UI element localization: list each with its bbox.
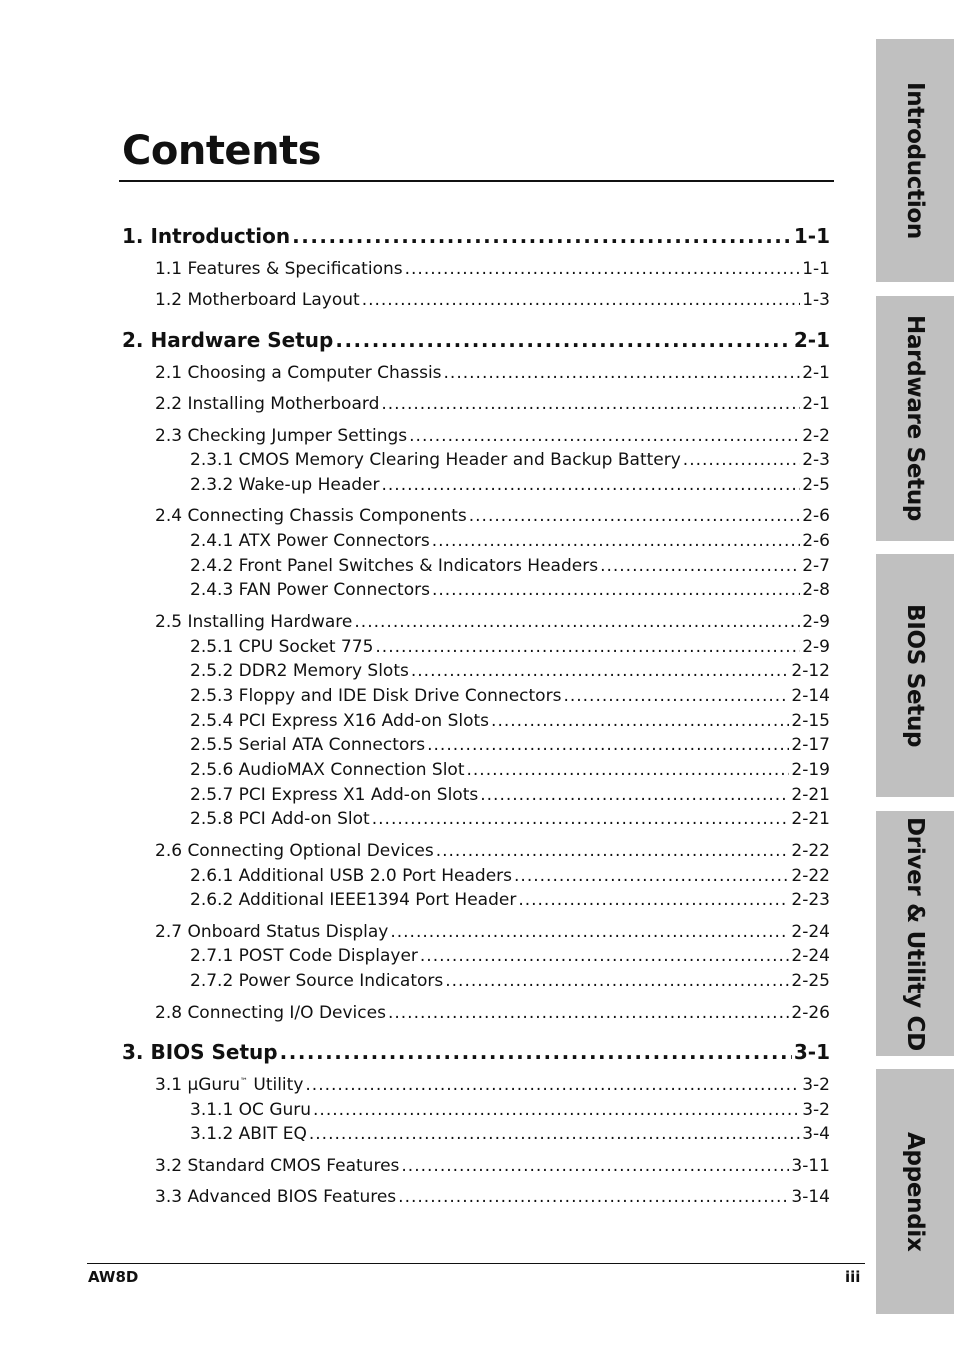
dot-leader xyxy=(432,580,800,600)
toc-entry[interactable] xyxy=(155,1075,830,1097)
toc-entry-page: 2-26 xyxy=(791,1003,830,1023)
toc-entry-title: 2.6.1 Additional USB 2.0 Port Headers xyxy=(190,866,513,886)
toc-entry[interactable] xyxy=(122,328,830,354)
toc-entry-page: 1-1 xyxy=(793,224,830,248)
dot-leader xyxy=(491,711,789,731)
toc-entry-title: 3.3 Advanced BIOS Features xyxy=(155,1187,397,1207)
toc-entry-page: 1-1 xyxy=(802,259,830,279)
toc-entry-page: 3-2 xyxy=(802,1100,830,1120)
tab-introduction[interactable] xyxy=(876,39,954,282)
toc-entry-page: 2-1 xyxy=(802,394,830,414)
dot-leader xyxy=(375,637,800,657)
dot-leader xyxy=(518,890,789,910)
toc-entry-page: 3-4 xyxy=(802,1124,830,1144)
dot-leader xyxy=(372,809,790,829)
toc-entry[interactable] xyxy=(155,1156,830,1178)
toc-entry-title: 3.1.2 ABIT EQ xyxy=(190,1124,307,1144)
toc-entry-label xyxy=(190,1124,307,1144)
dot-leader xyxy=(445,971,789,991)
dot-leader xyxy=(354,612,800,632)
dot-leader xyxy=(313,1100,800,1120)
toc-entry-page: 2-21 xyxy=(791,785,830,805)
toc-entry-title: 3.1.1 OC Guru xyxy=(190,1100,312,1120)
toc-entry-page: 2-24 xyxy=(791,946,830,966)
footer-model: AW8D xyxy=(88,1268,139,1286)
dot-leader xyxy=(411,661,790,681)
toc-entry-page: 2-6 xyxy=(802,506,830,526)
tab-appendix[interactable] xyxy=(876,1069,954,1314)
toc-entry[interactable] xyxy=(155,1003,830,1025)
toc-entry-label xyxy=(190,760,465,780)
toc-entry[interactable] xyxy=(190,809,830,831)
toc-entry-label xyxy=(190,971,443,991)
toc-entry-page: 2-9 xyxy=(802,637,830,657)
toc-entry-title: 2.4.3 FAN Power Connectors xyxy=(190,580,430,600)
toc-entry-label xyxy=(190,1100,311,1120)
toc-entry-title: 2.4.1 ATX Power Connectors xyxy=(190,531,430,551)
toc-entry-page: 2-14 xyxy=(791,686,830,706)
dot-leader xyxy=(381,394,800,414)
dot-leader xyxy=(480,785,789,805)
toc-entry-page: 2-23 xyxy=(791,890,830,910)
toc-entry-page: 2-21 xyxy=(791,809,830,829)
toc-entry[interactable] xyxy=(155,612,830,634)
toc-entry[interactable] xyxy=(155,506,830,528)
toc-entry-title: 2.5.8 PCI Add-on Slot xyxy=(190,809,370,829)
toc-entry-label xyxy=(190,556,598,576)
toc-entry-page: 2-8 xyxy=(802,580,830,600)
toc-entry-title: 2.2 Installing Motherboard xyxy=(155,394,380,414)
toc-entry-page: 2-2 xyxy=(802,426,830,446)
dot-leader xyxy=(388,1003,789,1023)
toc-entry-label xyxy=(155,1003,386,1023)
toc-entry-title: 2.5 Installing Hardware xyxy=(155,612,353,632)
toc-entry-title: 2.6 Connecting Optional Devices xyxy=(155,841,434,861)
toc-entry[interactable] xyxy=(190,1124,830,1146)
toc-entry-page: 2-7 xyxy=(802,556,830,576)
toc-entry[interactable] xyxy=(155,1187,830,1209)
toc-entry-title: 1.1 Features & Specifications xyxy=(155,259,403,279)
toc-entry-label xyxy=(155,426,407,446)
toc-entry-title: 2.5.3 Floppy and IDE Disk Drive Connectors xyxy=(190,686,562,706)
toc-entry-title: 1.2 Motherboard Layout xyxy=(155,290,360,310)
toc-entry-title: 2.5.5 Serial ATA Connectors xyxy=(190,735,426,755)
toc-entry-label xyxy=(190,686,561,706)
toc-entry[interactable] xyxy=(122,224,830,250)
toc-entry-label xyxy=(190,735,425,755)
toc-entry-title: 2.5.4 PCI Express X16 Add-on Slots xyxy=(190,711,490,731)
toc-entry-title: 2.6.2 Additional IEEE1394 Port Header xyxy=(190,890,517,910)
toc-entry-label xyxy=(190,580,430,600)
dot-leader xyxy=(390,922,789,942)
toc-entry-page: 2-22 xyxy=(791,866,830,886)
toc-entry-title: 2.5.1 CPU Socket 775 xyxy=(190,637,374,657)
toc-entry-label xyxy=(122,1040,278,1064)
toc-entry-title: 1. Introduction xyxy=(122,224,291,248)
toc-entry-title: 2.8 Connecting I/O Devices xyxy=(155,1003,386,1023)
toc-entry[interactable] xyxy=(155,363,830,385)
tab-appendix-label: Appendix xyxy=(902,1131,928,1252)
toc-entry-page: 3-11 xyxy=(791,1156,830,1176)
toc-entry[interactable] xyxy=(190,556,830,578)
toc-entry-title: 3. BIOS Setup xyxy=(122,1040,278,1064)
dot-leader xyxy=(305,1075,800,1095)
dot-leader xyxy=(292,224,792,248)
toc-entry-title: 2.3.1 CMOS Memory Clearing Header and Backup Battery xyxy=(190,450,681,470)
toc-entry[interactable] xyxy=(190,450,830,472)
toc-entry-page: 1-3 xyxy=(802,290,830,310)
toc-entry[interactable] xyxy=(190,971,830,993)
dot-leader xyxy=(280,1040,792,1064)
toc-entry-page: 2-22 xyxy=(791,841,830,861)
toc-entry-label xyxy=(155,841,434,861)
dot-leader xyxy=(335,328,792,352)
dot-leader xyxy=(600,556,800,576)
toc-entry-page: 2-5 xyxy=(802,475,830,495)
toc-entry-page: 2-9 xyxy=(802,612,830,632)
dot-leader xyxy=(467,760,790,780)
toc-entry-page: 2-3 xyxy=(802,450,830,470)
toc-entry-label xyxy=(190,785,478,805)
toc-entry-label xyxy=(155,506,467,526)
dot-leader xyxy=(436,841,790,861)
toc-entry-label xyxy=(190,661,409,681)
footer-rule xyxy=(87,1263,865,1264)
toc-entry-label xyxy=(190,809,370,829)
toc-entry-title: 3.1 μGuru xyxy=(155,1075,240,1095)
toc-entry-title: 2.5.2 DDR2 Memory Slots xyxy=(190,661,409,681)
toc-entry-label xyxy=(155,259,403,279)
toc-entry[interactable] xyxy=(155,426,830,448)
toc-entry[interactable] xyxy=(122,1040,830,1066)
toc-entry-page: 3-2 xyxy=(802,1075,830,1095)
dot-leader xyxy=(514,866,789,886)
toc-entry[interactable] xyxy=(190,946,830,968)
toc-entry-title: 2.3.2 Wake-up Header xyxy=(190,475,380,495)
dot-leader xyxy=(382,475,801,495)
toc-entry-title-suffix: Utility xyxy=(247,1075,304,1095)
toc-entry-label xyxy=(155,394,379,414)
toc-entry-label xyxy=(190,866,512,886)
toc-entry[interactable] xyxy=(155,394,830,416)
toc-entry-label xyxy=(190,475,380,495)
toc-entry-page: 2-1 xyxy=(793,328,830,352)
toc-entry-label xyxy=(155,1156,399,1176)
dot-leader xyxy=(563,686,789,706)
toc-entry-page: 2-6 xyxy=(802,531,830,551)
toc-entry[interactable] xyxy=(190,760,830,782)
toc-entry[interactable] xyxy=(190,711,830,733)
tab-driver-utility-cd[interactable] xyxy=(876,811,954,1056)
trademark-symbol: ™ xyxy=(239,1076,248,1086)
toc-entry-page: 2-24 xyxy=(791,922,830,942)
dot-leader xyxy=(398,1187,789,1207)
toc-entry-label xyxy=(190,946,418,966)
toc-entry-title: 2.7.2 Power Source Indicators xyxy=(190,971,444,991)
dot-leader xyxy=(469,506,800,526)
dot-leader xyxy=(683,450,800,470)
toc-entry-label xyxy=(190,450,681,470)
tab-hardware-setup-label: Hardware Setup xyxy=(902,315,928,522)
dot-leader xyxy=(409,426,800,446)
toc-entry[interactable] xyxy=(190,735,830,757)
tab-bios-setup-label: BIOS Setup xyxy=(902,603,928,748)
toc-entry-page: 3-1 xyxy=(793,1040,830,1064)
toc-entry-title: 2.4.2 Front Panel Switches & Indicators Headers xyxy=(190,556,599,576)
toc-entry-label xyxy=(155,363,442,383)
dot-leader xyxy=(309,1124,800,1144)
toc-entry-title: 2.3 Checking Jumper Settings xyxy=(155,426,408,446)
toc-entry[interactable] xyxy=(155,259,830,281)
toc-entry[interactable] xyxy=(190,785,830,807)
dot-leader xyxy=(444,363,801,383)
toc-entry[interactable] xyxy=(190,580,830,602)
toc-entry-page: 2-19 xyxy=(791,760,830,780)
toc-entry-page: 2-12 xyxy=(791,661,830,681)
toc-entry[interactable] xyxy=(155,290,830,312)
dot-leader xyxy=(420,946,790,966)
dot-leader xyxy=(362,290,801,310)
toc-entry-label xyxy=(190,711,489,731)
tab-driver-utility-cd-label: Driver & Utility CD xyxy=(902,816,928,1051)
dot-leader xyxy=(432,531,800,551)
page-title: Contents xyxy=(122,128,321,174)
toc-entry[interactable] xyxy=(190,531,830,553)
toc-entry-title: 3.2 Standard CMOS Features xyxy=(155,1156,400,1176)
toc-entry-label xyxy=(190,890,516,910)
toc-entry-label xyxy=(190,637,373,657)
footer-page-number: iii xyxy=(845,1268,861,1286)
tab-bios-setup[interactable] xyxy=(876,554,954,797)
toc-entry[interactable] xyxy=(190,686,830,708)
toc-entry[interactable] xyxy=(190,1100,830,1122)
toc-entry-label xyxy=(155,1187,396,1207)
toc-entry-title: 2.1 Choosing a Computer Chassis xyxy=(155,363,442,383)
toc-entry-title: 2.4 Connecting Chassis Components xyxy=(155,506,467,526)
toc-entry-label xyxy=(155,612,352,632)
dot-leader xyxy=(405,259,801,279)
toc-entry-page: 2-1 xyxy=(802,363,830,383)
toc-entry-label xyxy=(155,290,360,310)
toc-entry-label xyxy=(155,922,388,942)
toc-entry[interactable] xyxy=(190,475,830,497)
toc-entry[interactable] xyxy=(190,661,830,683)
tab-hardware-setup[interactable] xyxy=(876,296,954,541)
dot-leader xyxy=(401,1156,789,1176)
toc-entry-page: 2-25 xyxy=(791,971,830,991)
toc-entry-page: 3-14 xyxy=(791,1187,830,1207)
tab-introduction-label: Introduction xyxy=(902,82,928,239)
dot-leader xyxy=(427,735,789,755)
toc-entry-title: 2. Hardware Setup xyxy=(122,328,334,352)
toc-entry-label xyxy=(190,531,430,551)
toc-entry-title: 2.7 Onboard Status Display xyxy=(155,922,389,942)
toc-entry-title: 2.7.1 POST Code Displayer xyxy=(190,946,418,966)
toc-entry-label xyxy=(122,224,290,248)
toc-entry[interactable] xyxy=(190,637,830,659)
toc-entry[interactable] xyxy=(190,890,830,912)
toc-entry-title: 2.5.6 AudioMAX Connection Slot xyxy=(190,760,465,780)
toc-entry-page: 2-17 xyxy=(791,735,830,755)
toc-entry[interactable] xyxy=(190,866,830,888)
toc-entry-label xyxy=(122,328,333,352)
toc-entry-title: 2.5.7 PCI Express X1 Add-on Slots xyxy=(190,785,479,805)
toc-entry[interactable] xyxy=(155,922,830,944)
toc-entry-label xyxy=(155,1075,303,1095)
toc-entry-page: 2-15 xyxy=(791,711,830,731)
toc-entry[interactable] xyxy=(155,841,830,863)
